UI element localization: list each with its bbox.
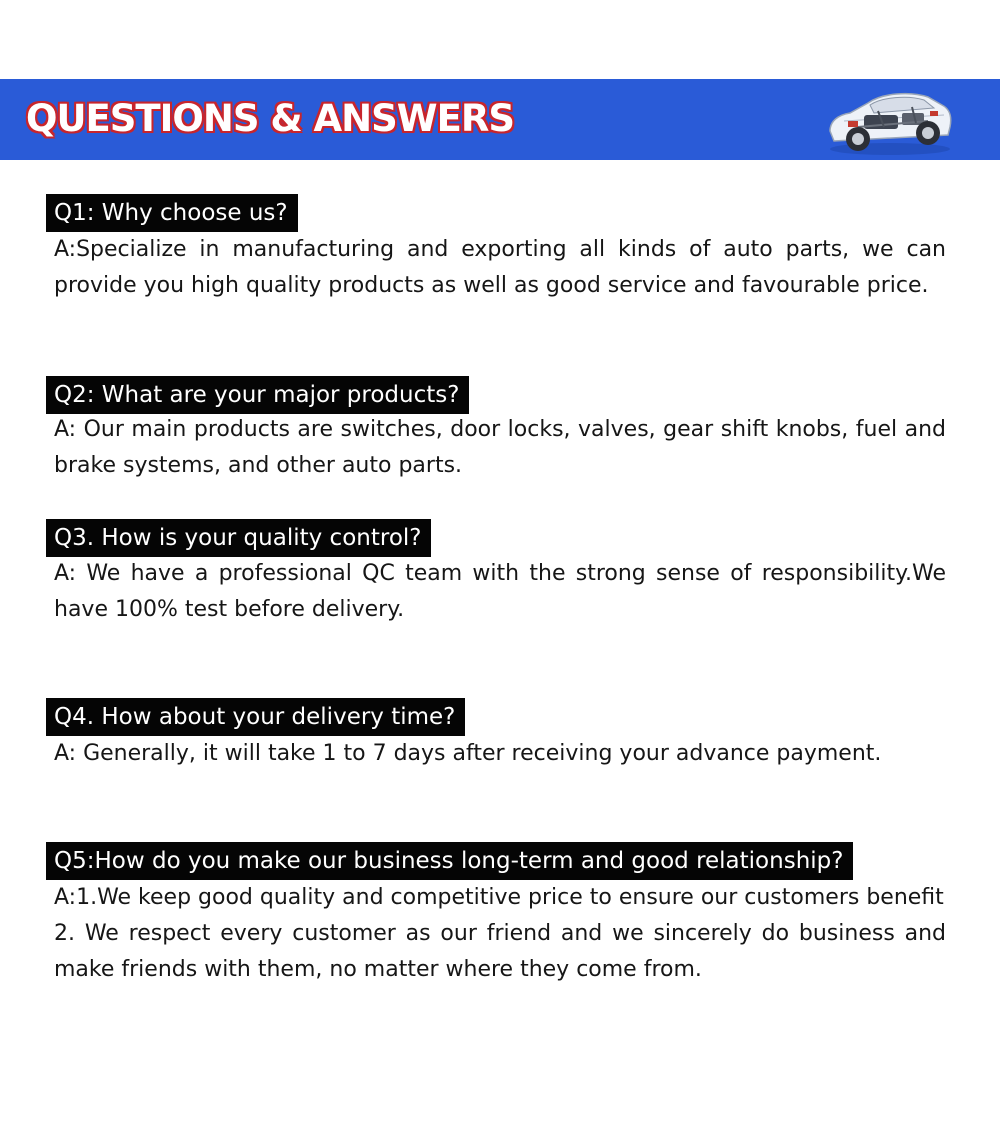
header-banner bbox=[0, 79, 1000, 160]
faq-answer-4 bbox=[54, 736, 946, 772]
faq-answer-4-paragraph: A: Generally, it will take 1 to 7 days after receiving your advance payment. bbox=[54, 741, 882, 766]
faq-answer-3-paragraph: A: We have a professional QC team with the strong sense of responsibility.We have 100% test before delivery. bbox=[54, 561, 946, 622]
page-title: QUESTIONS & ANSWERS bbox=[26, 97, 514, 140]
faq-answer-5-paragraph-2: 2. We respect every customer as our friend and we sincerely do business and make friends with them, no matter where they come from. bbox=[54, 921, 946, 982]
faq-answer-1 bbox=[54, 232, 946, 304]
faq-answer-2 bbox=[54, 412, 946, 484]
faq-question-1: Q1: Why choose us? bbox=[46, 194, 298, 232]
faq-answer-5 bbox=[54, 880, 946, 988]
car-icon bbox=[824, 81, 956, 159]
faq-answer-2-paragraph: A: Our main products are switches, door locks, valves, gear shift knobs, fuel and brake systems, and other auto parts. bbox=[54, 417, 946, 478]
faq-question-3: Q3. How is your quality control? bbox=[46, 519, 431, 557]
faq-answer-1-paragraph: A:Specialize in manufacturing and exporting all kinds of auto parts, we can provide you high quality products as well as good service and favourable price. bbox=[54, 237, 946, 298]
faq-question-5: Q5:How do you make our business long-term and good relationship? bbox=[46, 842, 853, 880]
faq-answer-5-paragraph-1: A:1.We keep good quality and competitive price to ensure our customers benefit bbox=[54, 885, 944, 910]
faq-question-2: Q2: What are your major products? bbox=[46, 376, 469, 414]
faq-answer-3 bbox=[54, 556, 946, 628]
faq-question-4: Q4. How about your delivery time? bbox=[46, 698, 465, 736]
